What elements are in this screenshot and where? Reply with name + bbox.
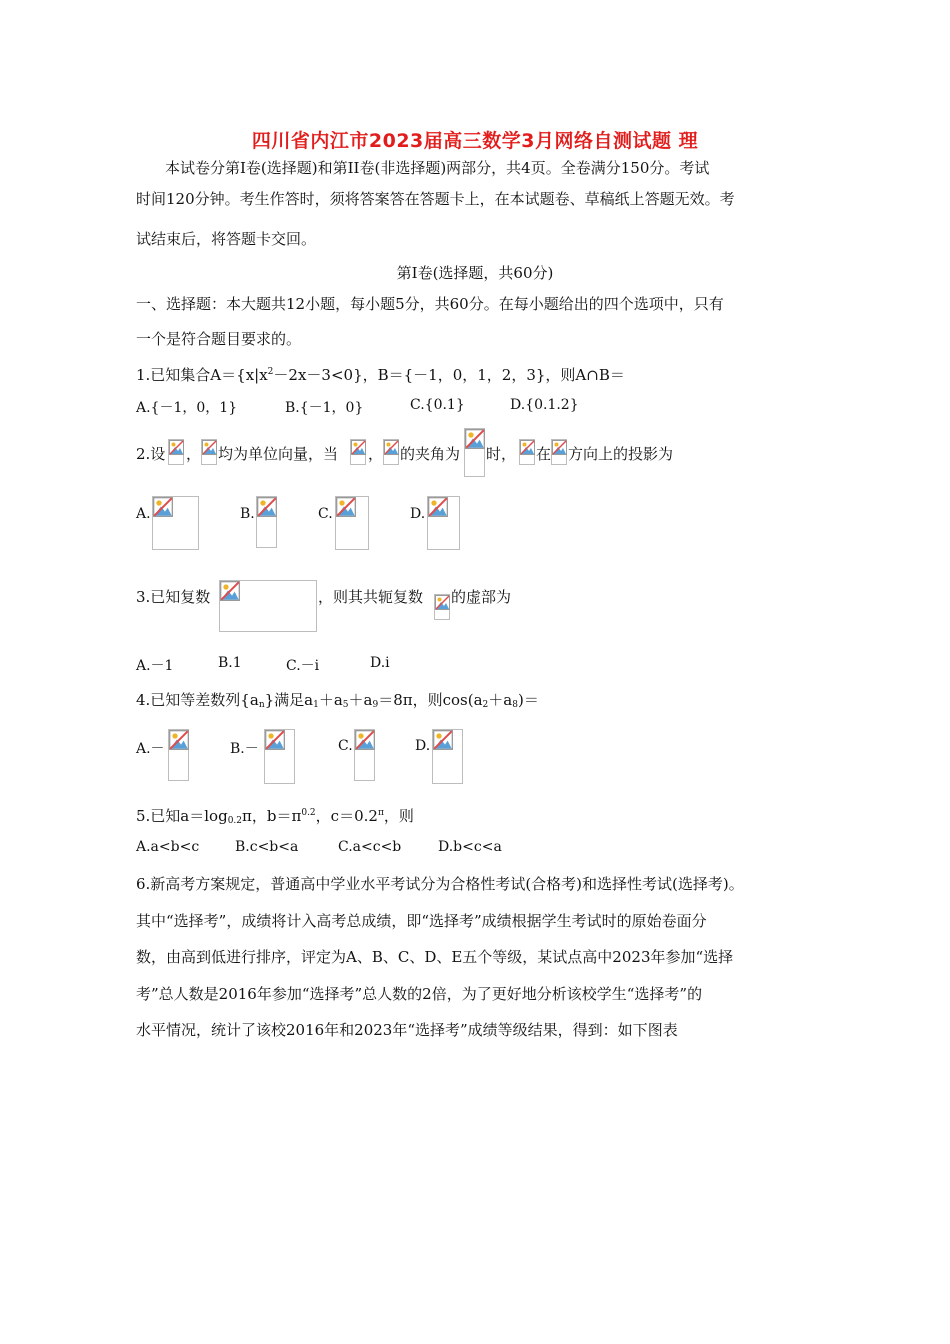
q2-text-4: ，: [368, 445, 384, 463]
question-3-options: [0, 655, 950, 675]
q4-subscript: 2: [482, 700, 489, 710]
q2-text-2: ，: [186, 445, 202, 463]
question-2-stem: [0, 425, 950, 485]
broken-image-icon: [354, 729, 375, 781]
q4-subscript: n: [258, 700, 265, 710]
q3-option-d: D.i: [370, 655, 390, 671]
q4-text-d: ＋a: [348, 691, 373, 709]
q2-option-d: D.: [410, 506, 426, 522]
document-title: 四川省内江市2023届高三数学3月网络自测试题 理: [251, 130, 699, 152]
question-2-options: [0, 492, 950, 552]
broken-image-icon: [201, 439, 217, 465]
q4-option-b: B.－: [230, 741, 259, 757]
q4-text-a: 4.已知等差数列{a: [136, 691, 259, 709]
broken-image-icon: [519, 439, 535, 465]
q4-text-b: }满足a: [264, 691, 314, 709]
q5-option-c: C.a<c<b: [338, 839, 402, 855]
q1-option-d: D.{0.1.2}: [510, 397, 579, 413]
broken-image-icon: [427, 496, 460, 550]
question-6-line-1: 6.新高考方案规定，普通高中学业水平考试分为合格性考试(合格考)和选择性考试(选择考)。: [136, 875, 744, 893]
broken-image-icon: [383, 439, 399, 465]
q1-text-a: 1.已知集合A＝{x|x: [136, 366, 268, 384]
intro-line-2: 时间120分钟。考生作答时，须将答案答在答题卡上，在本试题卷、草稿纸上答题无效。考: [136, 190, 735, 208]
q1-option-b: B.{－1，0}: [285, 400, 364, 416]
part-one-line-2: 一个是符合题目要求的。: [136, 330, 302, 348]
broken-image-icon: [168, 729, 189, 781]
q2-text-3: 均为单位向量，当: [218, 445, 339, 463]
question-4-stem: [136, 689, 539, 710]
q4-option-a: A.－: [136, 741, 165, 757]
broken-image-icon: [264, 729, 295, 784]
q1-option-a: A.{－1，0，1}: [136, 400, 238, 416]
q2-text-6: 时，: [486, 445, 517, 463]
q5-text-c: ，c＝0.2: [315, 807, 378, 825]
q4-text-e: ＝8π，则cos(a: [378, 691, 483, 709]
q1-superscript: 2: [267, 367, 274, 377]
q2-option-a: A.: [136, 506, 151, 522]
q3-text-2: ，则其共轭复数: [318, 588, 424, 606]
q5-superscript: π: [377, 808, 384, 818]
q4-subscript: 9: [372, 700, 379, 710]
broken-image-icon: [219, 580, 317, 632]
q4-text-g: )＝: [517, 691, 539, 709]
q5-subscript: 0.2: [227, 816, 243, 826]
part-one-line-1: 一、选择题：本大题共12小题，每小题5分，共60分。在每小题给出的四个选项中，只有: [136, 295, 724, 313]
q5-option-d: D.b<c<a: [438, 839, 502, 855]
intro-line-1: 本试卷分第Ⅰ卷(选择题)和第II卷(非选择题)两部分，共4页。全卷满分150分。考试: [165, 159, 710, 177]
q1-text-b: －2x－3<0}，B＝{－1，0，1，2，3}，则A∩B＝: [273, 366, 625, 384]
q1-option-c: C.{0.1}: [410, 397, 465, 413]
intro-line-3: 试结束后，将答题卡交回。: [136, 230, 317, 248]
broken-image-icon: [350, 439, 366, 465]
q5-text-d: ，则: [383, 807, 414, 825]
q4-subscript: 8: [512, 700, 518, 710]
broken-image-icon: [432, 729, 463, 784]
broken-image-icon: [335, 496, 369, 550]
q3-option-c: C.－i: [286, 658, 320, 674]
q4-subscript: 1: [313, 700, 319, 710]
q2-text-5: 的夹角为: [400, 445, 461, 463]
q2-option-c: C.: [318, 506, 333, 522]
q4-text-f: ＋a: [488, 691, 513, 709]
q4-text-c: ＋a: [318, 691, 343, 709]
q5-superscript: 0.2: [301, 808, 316, 818]
q4-subscript: 5: [342, 700, 349, 710]
q4-option-c: C.: [338, 738, 353, 754]
q2-text-1: 2.设: [136, 445, 166, 463]
broken-image-icon: [464, 428, 485, 477]
broken-image-icon: [434, 594, 450, 620]
question-1-stem: [136, 364, 625, 385]
broken-image-icon: [551, 439, 567, 465]
broken-image-icon: [152, 496, 199, 550]
q5-text-b: π，b＝π: [242, 807, 302, 825]
q2-option-b: B.: [240, 506, 255, 522]
q4-option-d: D.: [415, 738, 431, 754]
section-title: 第Ⅰ卷(选择题，共60分): [396, 264, 554, 282]
broken-image-icon: [168, 439, 184, 465]
question-1-options: [0, 397, 950, 417]
q2-text-8: 方向上的投影为: [568, 445, 674, 463]
q3-text-1: 3.已知复数: [136, 588, 211, 606]
question-6-line-2: 其中“选择考”，成绩将计入高考总成绩，即“选择考”成绩根据学生考试时的原始卷面分: [136, 912, 707, 930]
question-6-line-4: 考”总人数是2016年参加“选择考”总人数的2倍，为了更好地分析该校学生“选择考”的: [136, 985, 703, 1003]
question-6-line-5: 水平情况，统计了该校2016年和2023年“选择考”成绩等级结果，得到：如下图表: [136, 1021, 678, 1039]
broken-image-icon: [256, 496, 277, 548]
q5-option-b: B.c<b<a: [235, 839, 299, 855]
question-5-options: [0, 839, 950, 859]
q3-option-b: B.1: [218, 655, 242, 671]
q5-option-a: A.a<b<c: [136, 839, 200, 855]
question-4-options: [0, 726, 950, 786]
q5-text-a: 5.已知a＝log: [136, 807, 228, 825]
question-5-stem: [136, 805, 414, 826]
question-6-line-3: 数，由高到低进行排序，评定为A、B、C、D、E五个等级，某试点高中2023年参加“选择: [136, 948, 734, 966]
q2-text-7: 在: [536, 445, 552, 463]
q3-option-a: A.－1: [136, 658, 174, 674]
question-3-stem: [0, 578, 950, 634]
q3-text-3: 的虚部为: [451, 588, 512, 606]
